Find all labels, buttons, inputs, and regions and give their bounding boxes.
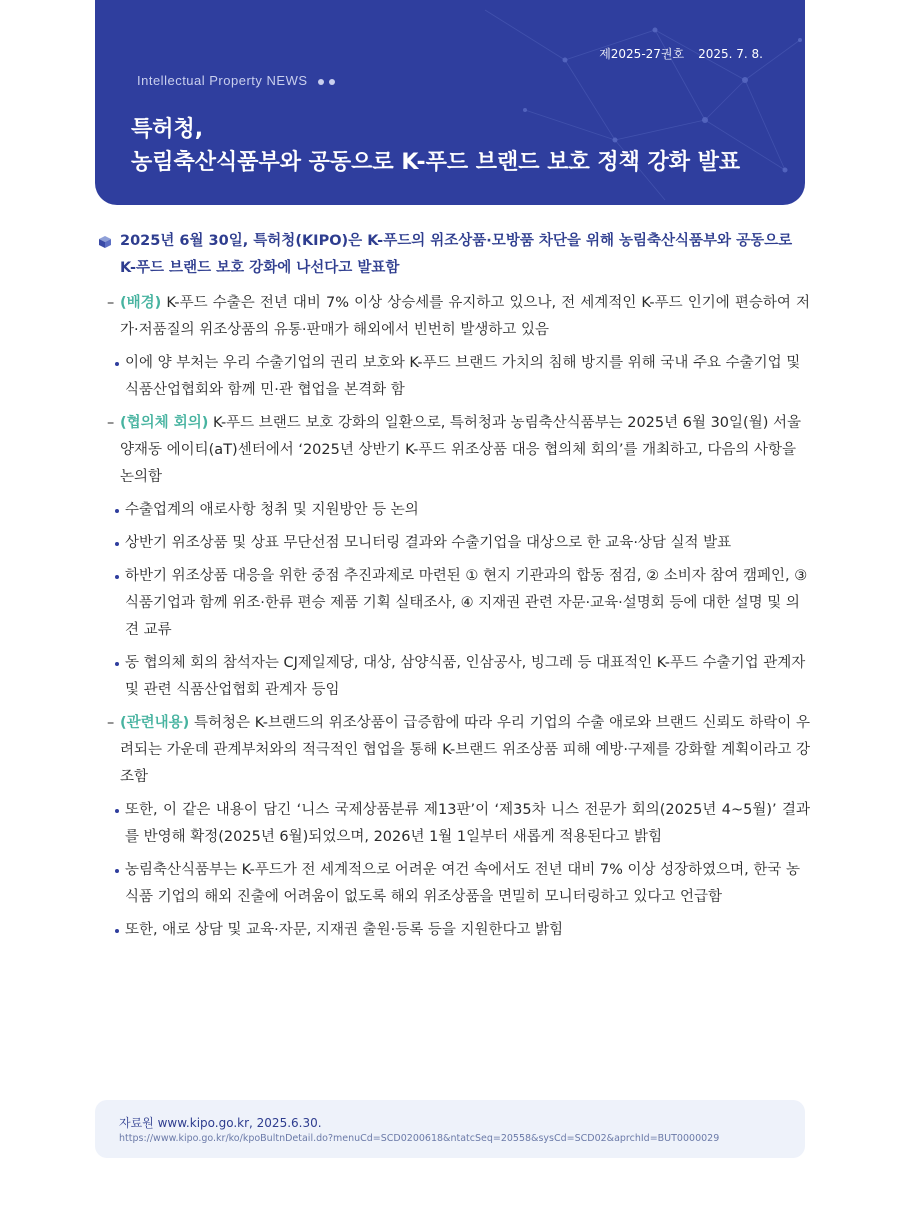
bullet-icon xyxy=(115,662,119,666)
list-item xyxy=(98,530,810,557)
page-title xyxy=(131,113,791,179)
item-text: 특허청은 K-브랜드의 위조상품이 급증함에 따라 우리 기업의 수출 애로와 브랜드 신뢰도 하락이 우려되는 가운데 관계부처와의 적극적인 협업을 통해 K-브랜드 위조상품 피해 예방·구제를 강화할 계획이라고 강조함 xyxy=(120,715,810,785)
list-item xyxy=(98,710,810,791)
source-label[interactable]: 자료원 www.kipo.go.kr, 2025.6.30. xyxy=(119,1116,322,1130)
list-item xyxy=(98,350,810,404)
source-url[interactable]: https://www.kipo.go.kr/ko/kpoBultnDetail.do?menuCd=SCD0200618&ntatcSeq=20558&sysCd=SCD02&aprchId=BUT0000029 xyxy=(119,1133,720,1144)
title-line-1: 특허청, xyxy=(131,117,204,142)
section-tag: (배경) xyxy=(120,295,162,311)
lead-paragraph xyxy=(98,228,810,282)
list-item xyxy=(98,563,810,644)
item-text: 동 협의체 회의 참석자는 CJ제일제당, 대상, 삼양식품, 인삼공사, 빙그레 등 대표적인 K-푸드 수출기업 관계자 및 관련 식품산업협회 관계자 등임 xyxy=(125,655,806,698)
article-body xyxy=(98,228,810,950)
item-text: K-푸드 브랜드 보호 강화의 일환으로, 특허청과 농림축산식품부는 2025년 6월 30일(월) 서울 양재동 에이티(aT)센터에서 ‘2025년 상반기 K-푸드 위조상품 대응 협의체 회의’를 개최하고, 다음의 사항을 논의함 xyxy=(120,415,801,485)
list-item xyxy=(98,797,810,851)
item-text: 하반기 위조상품 대응을 위한 중점 추진과제로 마련된 ① 현지 기관과의 합동 점검, ② 소비자 참여 캠페인, ③ 식품기업과 함께 위조·한류 편승 제품 기획 실태조사, ④ 지재권 관련 자문·교육·설명회 등에 대한 설명 및 의견 교류 xyxy=(125,568,808,638)
issue-date: 2025. 7. 8. xyxy=(698,47,763,61)
cube-icon xyxy=(98,235,112,249)
news-label xyxy=(137,73,335,88)
bullet-icon xyxy=(115,542,119,546)
section-tag: (협의체 회의) xyxy=(120,415,209,431)
dot-icon xyxy=(318,79,324,85)
dash-mark: – xyxy=(107,295,115,311)
bullet-icon xyxy=(115,809,119,813)
issue-number: 제2025-27권호 xyxy=(599,47,685,61)
item-text: 농림축산식품부는 K-푸드가 전 세계적으로 어려운 여건 속에서도 전년 대비 7% 이상 성장하였으며, 한국 농식품 기업의 해외 진출에 어려움이 없도록 해외 위조상품을 면밀히 모니터링하고 있다고 언급함 xyxy=(125,862,801,905)
bullet-icon xyxy=(115,869,119,873)
lead-text: 2025년 6월 30일, 특허청(KIPO)은 K-푸드의 위조상품·모방품 차단을 위해 농림축산식품부와 공동으로 K-푸드 브랜드 보호 강화에 나선다고 발표함 xyxy=(120,233,793,276)
header-banner xyxy=(95,0,805,205)
news-label-text: Intellectual Property NEWS xyxy=(137,73,308,88)
item-text: 이에 양 부처는 우리 수출기업의 권리 보호와 K-푸드 브랜드 가치의 침해 방지를 위해 국내 주요 수출기업 및 식품산업협회와 함께 민·관 협업을 본격화 함 xyxy=(125,355,801,398)
bullet-icon xyxy=(115,575,119,579)
list-item xyxy=(98,650,810,704)
source-box xyxy=(95,1100,805,1158)
dash-mark: – xyxy=(107,415,115,431)
bullet-icon xyxy=(115,509,119,513)
item-text: 또한, 이 같은 내용이 담긴 ‘니스 국제상품분류 제13판’이 ‘제35차 니스 전문가 회의(2025년 4~5월)’ 결과를 반영해 확정(2025년 6월)되었으며, 2026년 1월 1일부터 새롭게 적용된다고 밝힘 xyxy=(125,802,810,845)
list-item xyxy=(98,917,810,944)
dash-mark: – xyxy=(107,715,115,731)
issue-info xyxy=(599,45,763,62)
dot-icon xyxy=(329,79,335,85)
list-item xyxy=(98,497,810,524)
item-text: 또한, 애로 상담 및 교육·자문, 지재권 출원·등록 등을 지원한다고 밝힘 xyxy=(125,922,564,938)
item-text: K-푸드 수출은 전년 대비 7% 이상 상승세를 유지하고 있으나, 전 세계적인 K-푸드 인기에 편승하여 저가·저품질의 위조상품의 유통·판매가 해외에서 빈번히 발생하고 있음 xyxy=(120,295,810,338)
bullet-icon xyxy=(115,929,119,933)
item-text: 수출업계의 애로사항 청취 및 지원방안 등 논의 xyxy=(125,502,419,518)
list-item xyxy=(98,290,810,344)
list-item xyxy=(98,410,810,491)
title-line-2: 농림축산식품부와 공동으로 K-푸드 브랜드 보호 정책 강화 발표 xyxy=(131,150,741,175)
list-item xyxy=(98,857,810,911)
bullet-icon xyxy=(115,362,119,366)
item-text: 상반기 위조상품 및 상표 무단선점 모니터링 결과와 수출기업을 대상으로 한 교육·상담 실적 발표 xyxy=(125,535,732,551)
section-tag: (관련내용) xyxy=(120,715,190,731)
